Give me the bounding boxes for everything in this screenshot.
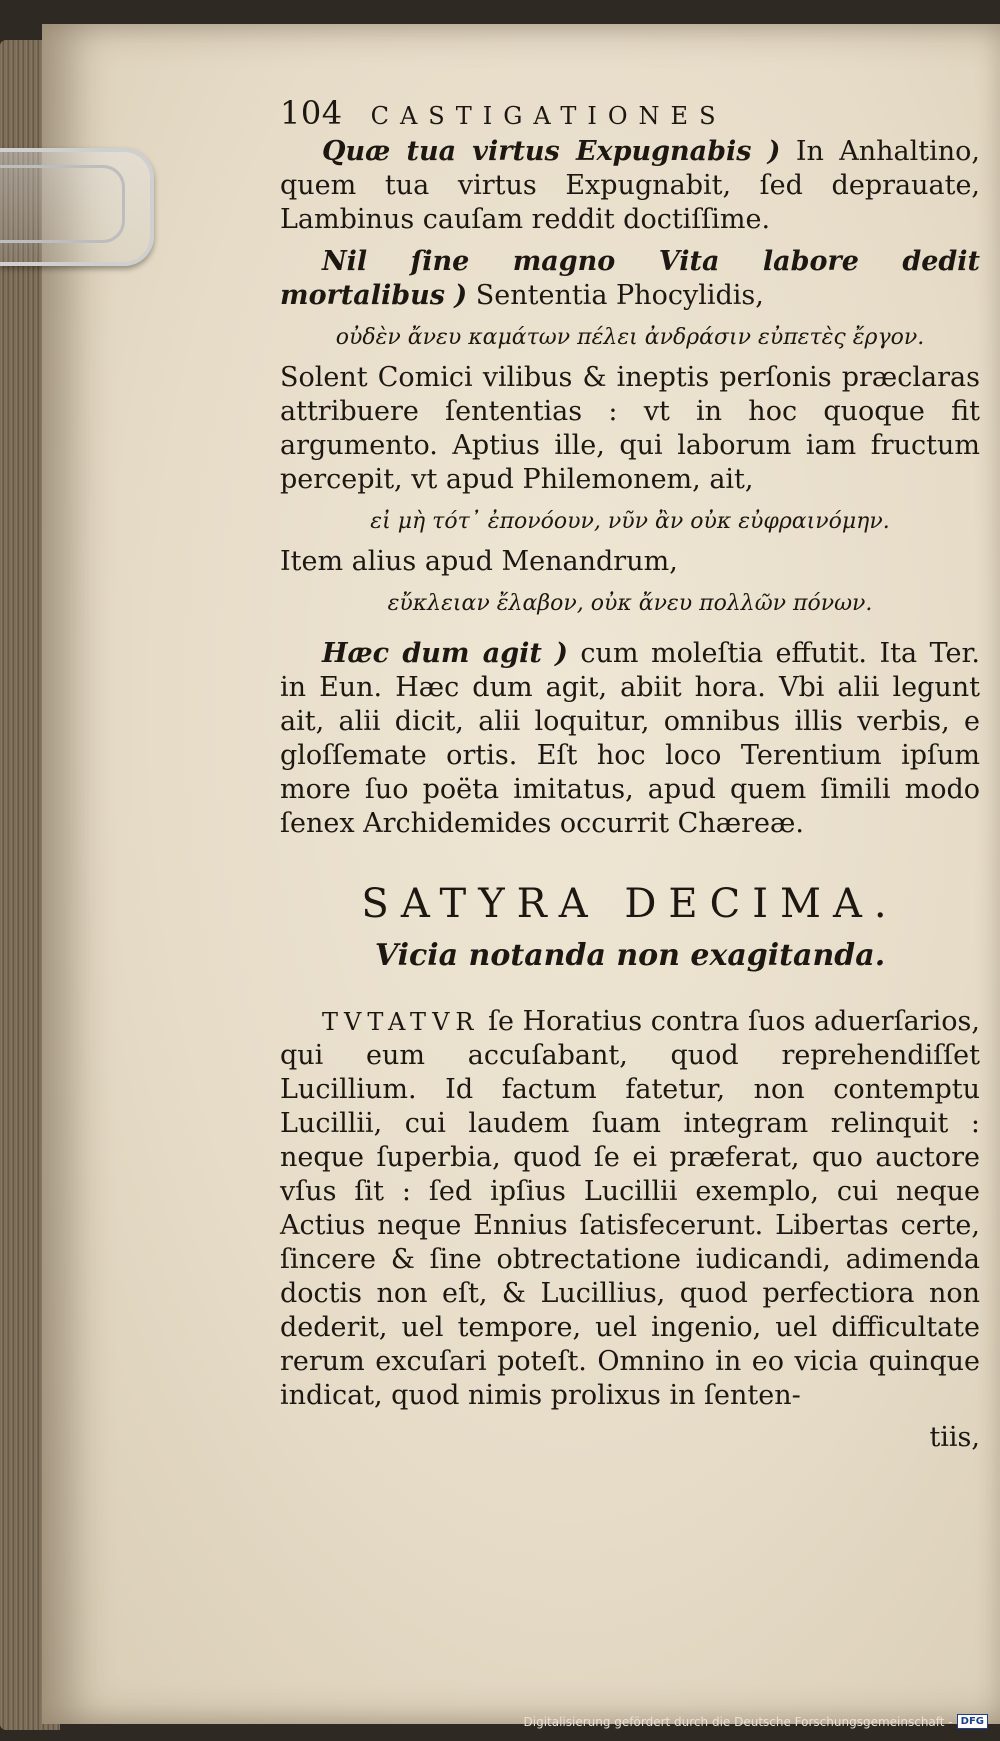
- page-number: 104: [280, 94, 343, 132]
- dfg-logo-icon: DFG: [957, 1714, 988, 1729]
- paragraph-solent: Solent Comici vilibus & ineptis perſonis præclaras attribuere ſententias : vt in hoc quoque fit argumento. Aptius ille, qui laborum iam fructum percepit, vt apud Philemonem, ait,: [280, 362, 980, 495]
- page-header: [280, 96, 980, 133]
- paragraph-text: In Anhaltino, quem tua virtus Expugnabit, ſed deprauate, Lambinus cauſam reddit doctiſſime.: [280, 136, 980, 235]
- paragraph-text: cum moleſtia effutit. Ita Ter. in Eun. Hæc dum agit, abiit hora. Vbi alii legunt ait, alii dicit, alii loquitur, omnibus illis verbis, e gloſſemate ortis. Eſt hoc loco Terentium ipſum more ſuo poëta imitatus, apud quem ſimili modo ſenex Archidemides occurrit Chæreæ.: [280, 638, 980, 839]
- page-content: [280, 96, 980, 1455]
- lemma: Hæc dum agit ): [322, 638, 568, 669]
- paragraph-item: Item alius apud Menandrum,: [280, 546, 678, 577]
- paragraph-haec: [280, 637, 980, 841]
- body-paragraph: [280, 1005, 980, 1413]
- digitization-footer: [524, 1714, 989, 1729]
- running-title: CASTIGATIONES: [370, 102, 727, 130]
- initial-word: TVTATVR: [322, 1008, 480, 1036]
- footer-text: Digitalisierung gefördert durch die Deutsche Forschungsgemeinschaft -: [523, 1714, 953, 1729]
- paragraph-nil: [280, 245, 980, 313]
- paragraph-text: Sententia Phocylidis,: [475, 280, 764, 311]
- greek-quote-menander: εὔκλειαν ἔλαβον, οὐκ ἄνευ πολλῶν πόνων.: [387, 591, 873, 616]
- greek-quote-philemon: εἰ μὴ τότ᾽ ἐπονόουν, νῦν ἂν οὐκ εὐφραινόμην.: [370, 509, 890, 534]
- greek-quote-phocylides: οὐδὲν ἄνευ καμάτων πέλει ἀνδράσιν εὐπετὲς ἔργον.: [335, 325, 925, 350]
- section-subtitle: Vicia notanda non exagitanda.: [374, 938, 886, 973]
- section-title: SATYRA DECIMA.: [361, 881, 899, 927]
- body-text: ſe Horatius contra ſuos aduerſarios, qui eum accuſabant, quod reprehendiſſet Lucillium. Id factum fatetur, non contemptu Lucillii, cui laudem ſuam integram relinquit : neque ſuperbia, quod ſe ei præferat, quo auctore vſus ſit : ſed ipſius Lucillii exemplo, cui neque Actius neque Ennius ſatisfecerunt. Libertas certe, ſincere & ſine obtrectatione iudicandi, adimenda doctis non eſt, & Lucillius, quod perfectiora non dederit, uel tempore, uel ingenio, uel difficultate rerum excuſari poteſt. Omnino in eo vicia quinque indicat, quod nimis prolixus in ſenten-: [280, 1006, 980, 1411]
- catchword: tiis,: [929, 1422, 980, 1453]
- lemma: Nil ſine magno Vita labore dedit mortalibus ): [280, 246, 980, 311]
- paper-clip-inner: [0, 165, 125, 243]
- lemma: Quæ tua virtus Expugnabis ): [322, 136, 781, 167]
- paragraph-quae: [280, 135, 980, 237]
